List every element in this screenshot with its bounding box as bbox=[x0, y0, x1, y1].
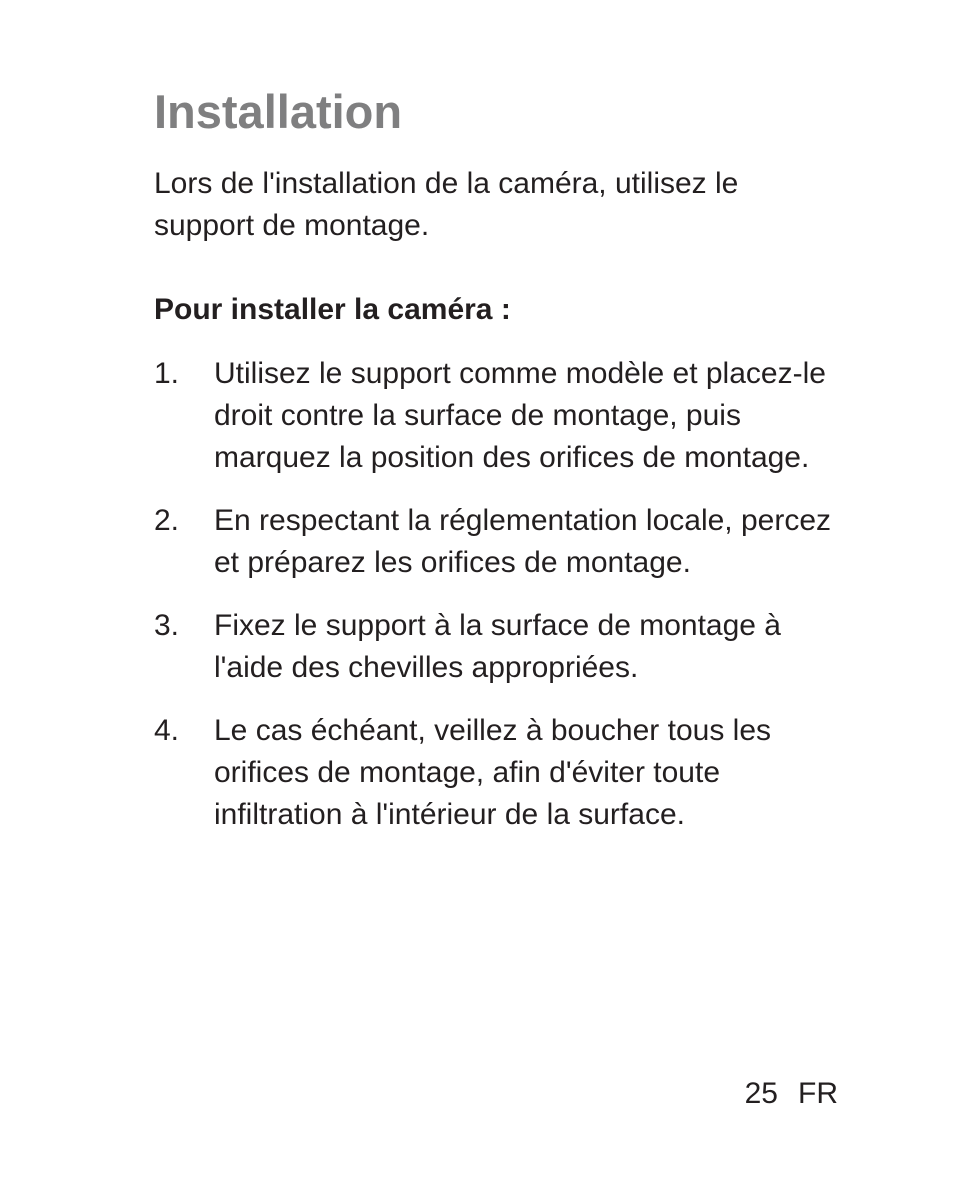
step-item bbox=[154, 710, 844, 836]
step-item bbox=[154, 500, 844, 584]
step-number: 1. bbox=[154, 357, 180, 390]
intro-paragraph: Lors de l'installation de la caméra, utilisez le support de montage. bbox=[154, 167, 739, 242]
page-title: Installation bbox=[154, 85, 403, 138]
step-text: Utilisez le support comme modèle et placez-le droit contre la surface de montage, puis marquez la position des orifices de montage. bbox=[214, 357, 826, 474]
document-page bbox=[154, 0, 844, 1190]
page-footer bbox=[745, 1073, 838, 1115]
step-text: En respectant la réglementation locale, percez et préparez les orifices de montage. bbox=[214, 504, 832, 579]
step-item bbox=[154, 353, 844, 479]
page-number: 25 bbox=[744, 1077, 778, 1110]
procedure-heading: Pour installer la caméra : bbox=[154, 293, 511, 326]
step-number: 3. bbox=[154, 609, 180, 642]
installation-steps-list bbox=[154, 353, 844, 857]
step-item bbox=[154, 605, 844, 689]
step-text: Fixez le support à la surface de montage à l'aide des chevilles appropriées. bbox=[214, 609, 781, 684]
step-text: Le cas échéant, veillez à boucher tous les orifices de montage, afin d'éviter toute infiltration à l'intérieur de la surface. bbox=[214, 714, 772, 831]
language-code: FR bbox=[798, 1077, 838, 1110]
step-number: 2. bbox=[154, 504, 180, 537]
step-number: 4. bbox=[154, 714, 180, 747]
